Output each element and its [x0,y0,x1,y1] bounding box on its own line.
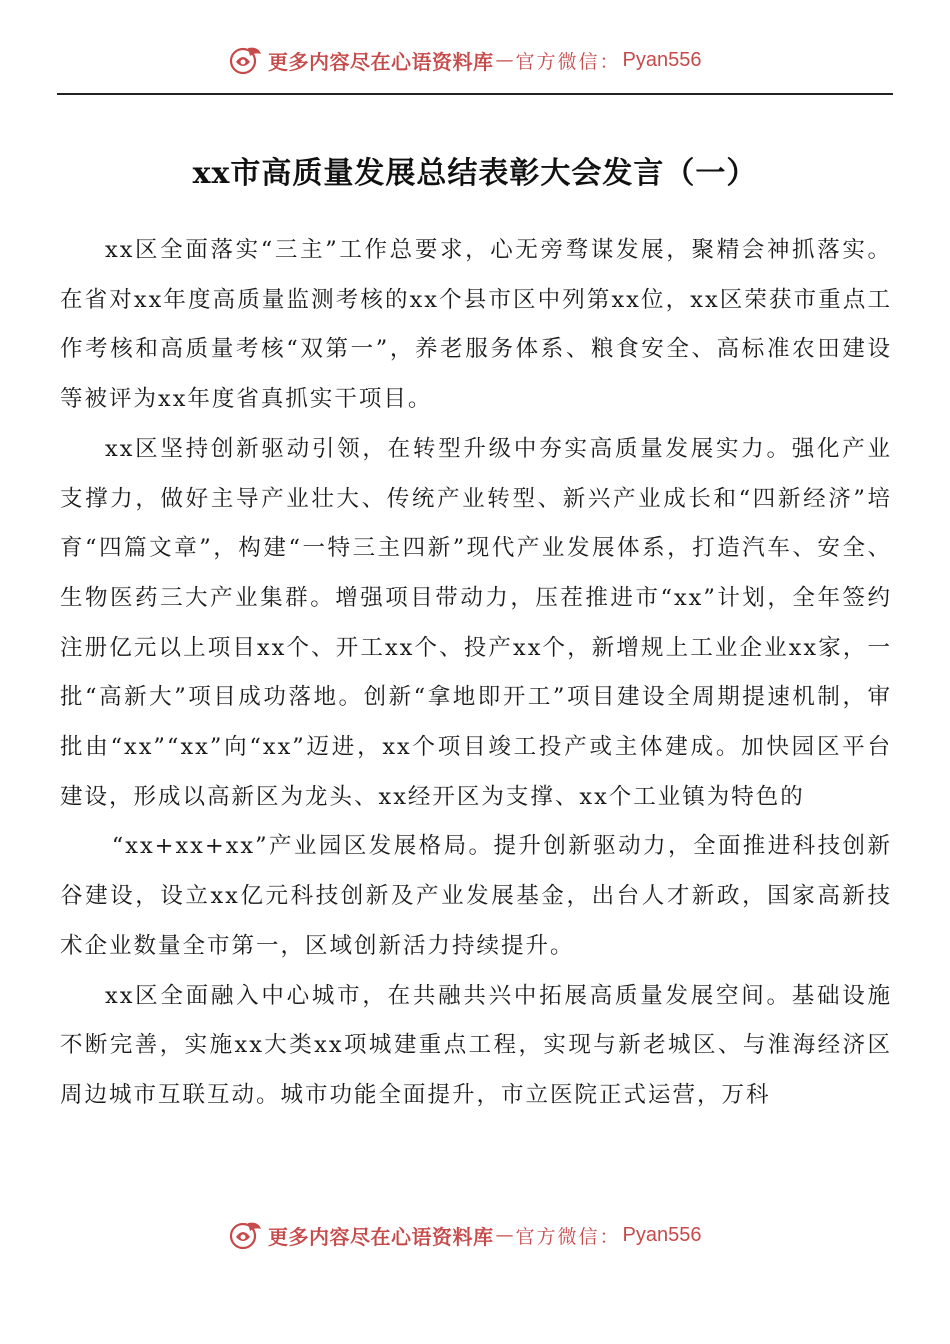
document-body [60,226,892,1121]
header-banner-separator: — [495,49,514,71]
footer-banner-separator: — [495,1224,514,1246]
header-banner-text: 更多内容尽在心语资料库 [268,49,494,74]
footer-banner-text: 更多内容尽在心语资料库 [268,1224,494,1249]
paragraph-1: xx区全面落实“三主”工作总要求，心无旁骛谋发展，聚精会神抓落实。在省对xx年度高质量监测考核的xx个县市区中列第xx位，xx区荣获市重点工作考核和高质量考核“双第一”，养老服务体系、粮食安全、高标准农田建设等被评为xx年度省真抓实干项目。 [60,237,892,413]
footer-banner [0,1213,950,1257]
xinyu-logo-icon [228,1217,264,1253]
document-title: xx市高质量发展总结表彰大会发言（一） [192,156,758,191]
header-banner-wechat-id: Pyan556 [622,48,702,71]
header-banner [0,38,950,82]
xinyu-logo-icon [228,42,264,78]
header-banner-wechat-label: 官方微信： [515,50,621,73]
paragraph-4: xx区全面融入中心城市，在共融共兴中拓展高质量发展空间。基础设施不断完善，实施xx大类xx项城建重点工程，实现与新老城区、与淮海经济区周边城市互联互动。城市功能全面提升，市立医院正式运营，万科 [60,982,892,1108]
footer-banner-wechat-id: Pyan556 [622,1223,702,1246]
paragraph-3: “xx+xx+xx”产业园区发展格局。提升创新驱动力，全面推进科技创新谷建设，设立xx亿元科技创新及产业发展基金，出台人才新政，国家高新技术企业数量全市第一，区域创新活力持续提升。 [60,833,892,959]
footer-banner-wechat-label: 官方微信： [515,1225,621,1248]
header-divider [57,93,893,95]
paragraph-2: xx区坚持创新驱动引领，在转型升级中夯实高质量发展实力。强化产业支撑力，做好主导产业壮大、传统产业转型、新兴产业成长和“四新经济”培育“四篇文章”，构建“一特三主四新”现代产业发展体系，打造汽车、安全、生物医药三大产业集群。增强项目带动力，压茬推进市“xx”计划，全年签约注册亿元以上项目xx个、开工xx个、投产xx个，新增规上工业企业xx家，一批“高新大”项目成功落地。创新“拿地即开工”项目建设全周期提速机制，审批由“xx”“xx”向“xx”迈进，xx个项目竣工投产或主体建成。加快园区平台建设，形成以高新区为龙头、xx经开区为支撑、xx个工业镇为特色的 [60,435,892,810]
